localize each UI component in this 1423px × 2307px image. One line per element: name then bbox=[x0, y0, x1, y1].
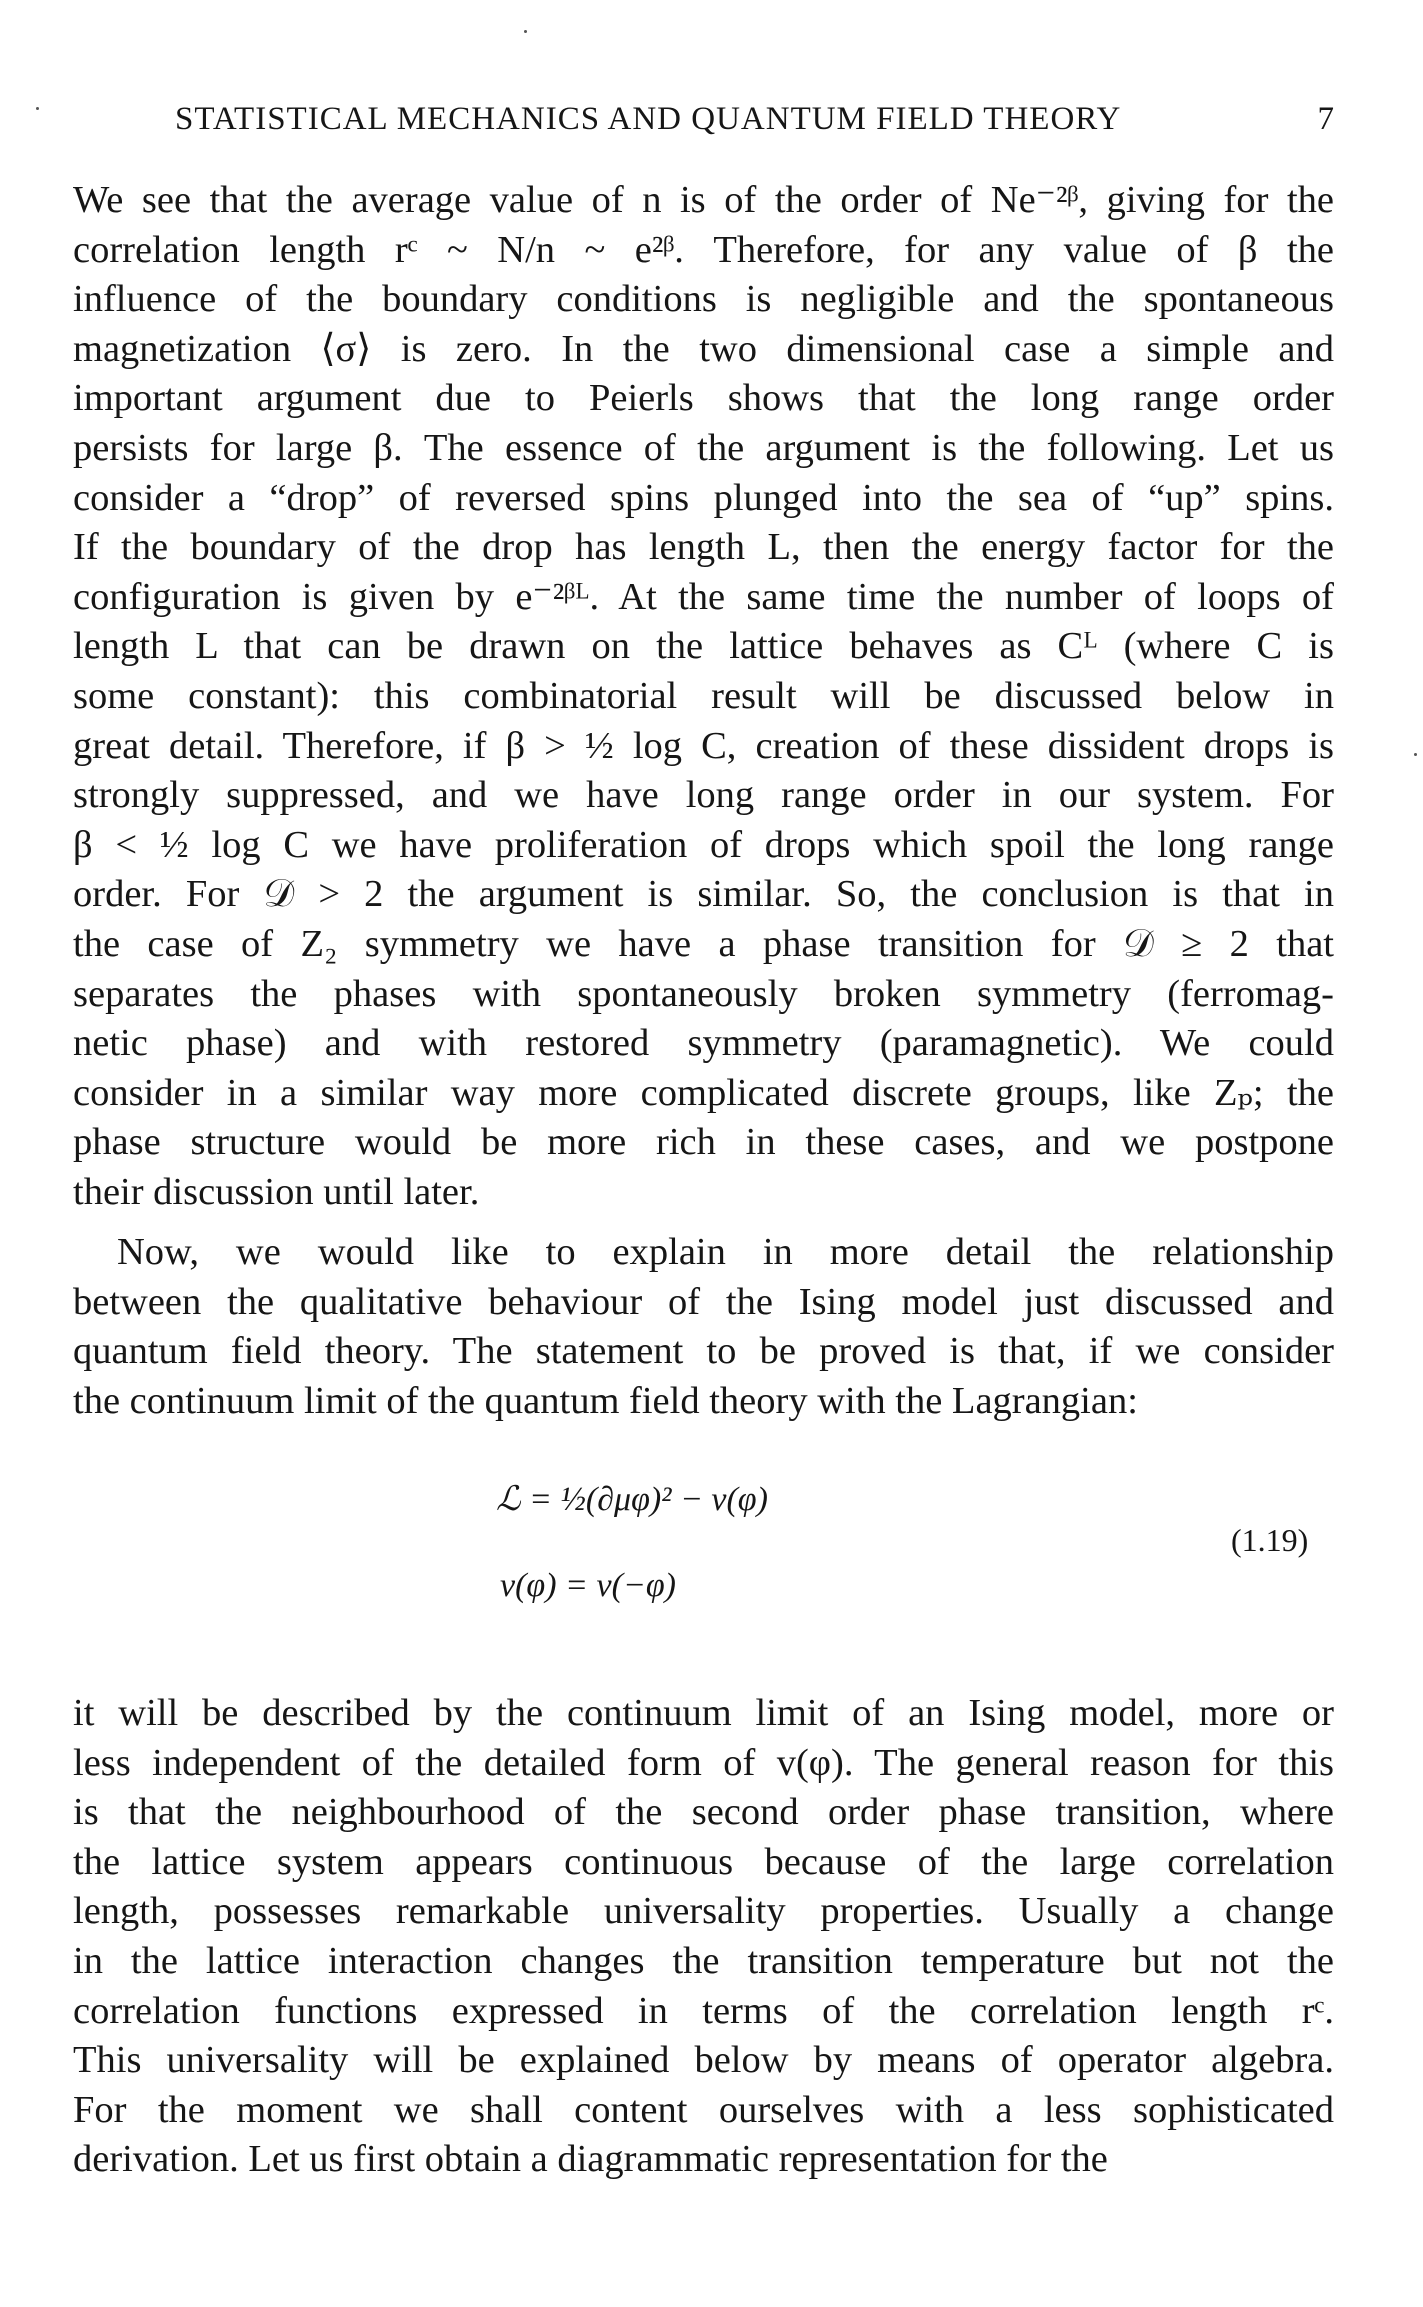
text-line: in the lattice interaction changes the transition temperature but not the bbox=[73, 1939, 1334, 1982]
text-line: important argument due to Peierls shows that the long range order bbox=[73, 377, 1334, 420]
text-line: correlation functions expressed in terms of the correlation length rᶜ. bbox=[73, 1989, 1334, 2032]
text-line: the continuum limit of the quantum field theory with the Lagrangian: bbox=[73, 1379, 1138, 1422]
text-line: great detail. Therefore, if β > ½ log C, creation of these dissident drops is bbox=[73, 724, 1334, 767]
text-line: If the boundary of the drop has length L, then the energy factor for the bbox=[73, 526, 1334, 569]
scan-speck bbox=[1414, 753, 1417, 756]
equation-number: (1.19) bbox=[1231, 1522, 1309, 1558]
text-line: strongly suppressed, and we have long range order in our system. For bbox=[73, 774, 1334, 817]
equation-lagrangian: ℒ = ½(∂μφ)² − v(φ) bbox=[496, 1481, 768, 1518]
text-line: For the moment we shall content ourselves with a less sophisticated bbox=[73, 2088, 1334, 2131]
text-line: length L that can be drawn on the lattice behaves as Cᴸ (where C is bbox=[73, 625, 1334, 668]
paragraph-universality bbox=[73, 1689, 1334, 2185]
paragraph-peierls-argument bbox=[73, 176, 1334, 1217]
text-line: configuration is given by e⁻²ᵝᴸ. At the same time the number of loops of bbox=[73, 575, 1334, 618]
text-line: This universality will be explained below by means of operator algebra. bbox=[73, 2039, 1334, 2082]
text-line: consider in a similar way more complicated discrete groups, like Zₚ; the bbox=[73, 1071, 1334, 1114]
text-line: it will be described by the continuum limit of an Ising model, more or bbox=[73, 1692, 1334, 1734]
text-line: their discussion until later. bbox=[73, 1170, 480, 1213]
page-number: 7 bbox=[1317, 101, 1335, 137]
text-line: correlation length rᶜ ~ N/n ~ e²ᵝ. Therefore, for any value of β the bbox=[73, 228, 1334, 271]
running-header bbox=[175, 101, 1335, 147]
text-line: less independent of the detailed form of v(φ). The general reason for this bbox=[73, 1741, 1334, 1784]
text-line: the lattice system appears continuous because of the large correlation bbox=[73, 1840, 1334, 1883]
text-line: β < ½ log C we have proliferation of drops which spoil the long range bbox=[73, 823, 1334, 866]
text-line: is that the neighbourhood of the second order phase transition, where bbox=[73, 1791, 1334, 1834]
text-line: derivation. Let us first obtain a diagrammatic representation for the bbox=[73, 2138, 1108, 2181]
text-line: separates the phases with spontaneously broken symmetry (ferromag- bbox=[73, 972, 1334, 1015]
text-line: netic phase) and with restored symmetry (paramagnetic). We could bbox=[73, 1022, 1334, 1065]
text-line: order. For 𝒟 > 2 the argument is similar. So, the conclusion is that in bbox=[73, 873, 1334, 916]
text-line: We see that the average value of n is of the order of Ne⁻²ᵝ, giving for the bbox=[73, 179, 1334, 221]
text-line: length, possesses remarkable universality properties. Usually a change bbox=[73, 1890, 1334, 1933]
text-line: between the qualitative behaviour of the Ising model just discussed and bbox=[73, 1280, 1334, 1323]
paragraph-ising-qft bbox=[73, 1228, 1334, 1426]
text-line: Now, we would like to explain in more detail the relationship bbox=[117, 1231, 1334, 1273]
text-line: persists for large β. The essence of the argument is the following. Let us bbox=[73, 426, 1334, 469]
scan-speck bbox=[36, 107, 39, 110]
equation-symmetry: v(φ) = v(−φ) bbox=[500, 1567, 676, 1604]
scan-speck bbox=[524, 30, 527, 33]
text-line: some constant): this combinatorial result will be discussed below in bbox=[73, 674, 1334, 717]
text-line: the case of Z₂ symmetry we have a phase transition for 𝒟 ≥ 2 that bbox=[73, 922, 1334, 965]
text-line: consider a “drop” of reversed spins plunged into the sea of “up” spins. bbox=[73, 476, 1334, 519]
text-line: influence of the boundary conditions is negligible and the spontaneous bbox=[73, 278, 1334, 321]
text-line: phase structure would be more rich in these cases, and we postpone bbox=[73, 1121, 1334, 1164]
text-line: magnetization ⟨σ⟩ is zero. In the two dimensional case a simple and bbox=[73, 327, 1334, 370]
text-line: quantum field theory. The statement to be proved is that, if we consider bbox=[73, 1330, 1334, 1373]
running-title: STATISTICAL MECHANICS AND QUANTUM FIELD THEORY bbox=[175, 101, 1122, 137]
